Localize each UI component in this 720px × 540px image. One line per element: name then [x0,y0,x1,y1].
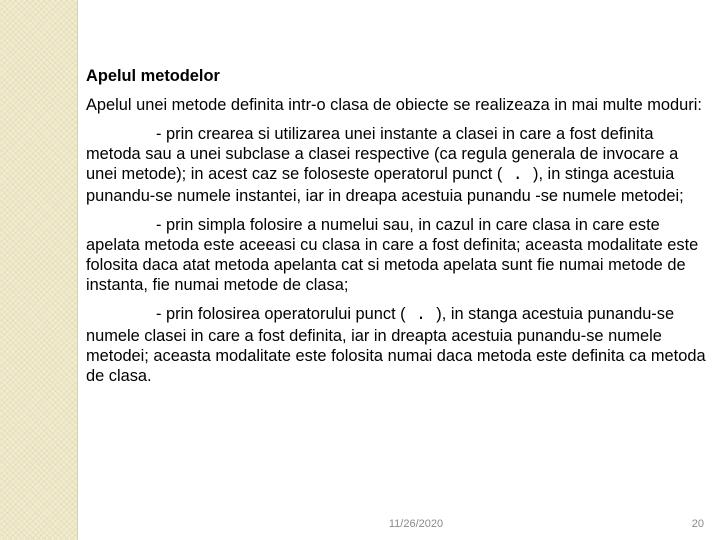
slide-body [86,66,708,395]
item-class-call-text-end: ), in stanga acestuia punandu-se numele clasei in care a fost definita, iar in dreapta acestuia punandu-se numele metodei; aceasta modalitate este folosita numai daca metoda este definita ca metoda de clasa. [86,305,706,385]
item-instance-call [86,124,708,206]
page-number: 20 [691,518,704,530]
item-instance-call-text-end: ), in stinga acestuia punandu-se numele instantei, iar in dreapa acestuia punandu -se numele metodei; [86,165,684,205]
dot-operator: . [502,166,533,185]
slide-title: Apelul metodelor [86,67,220,85]
dot-operator: . [405,306,437,325]
item-simple-name-call-text: - prin simpla folosire a numelui sau, in cazul in care clasa in care este apelata metoda este aceeasi cu clasa in care a fost definita; aceasta modalitate este folosita daca atat metoda apelanta cat si metoda apelata sunt fie numai metode de instanta, fie numai metode de clasa; [86,216,699,294]
item-class-call [86,304,708,386]
item-class-call-text: - prin folosirea operatorului punct ( [156,305,406,323]
footer-date: 11/26/2020 [388,518,444,530]
item-simple-name-call [86,215,708,295]
intro-paragraph: Apelul unei metode definita intr-o clasa de obiecte se realizeaza in mai multe moduri: [86,96,702,114]
sidebar-edge [77,0,78,540]
item-instance-call-text: - prin crearea si utilizarea unei instante a clasei in care a fost definita metoda sau a unei subclase a clasei respective (ca regula generala de invocare a unei metode); in acest caz se foloseste operatorul punct ( [86,125,679,183]
decorative-sidebar [0,0,77,540]
